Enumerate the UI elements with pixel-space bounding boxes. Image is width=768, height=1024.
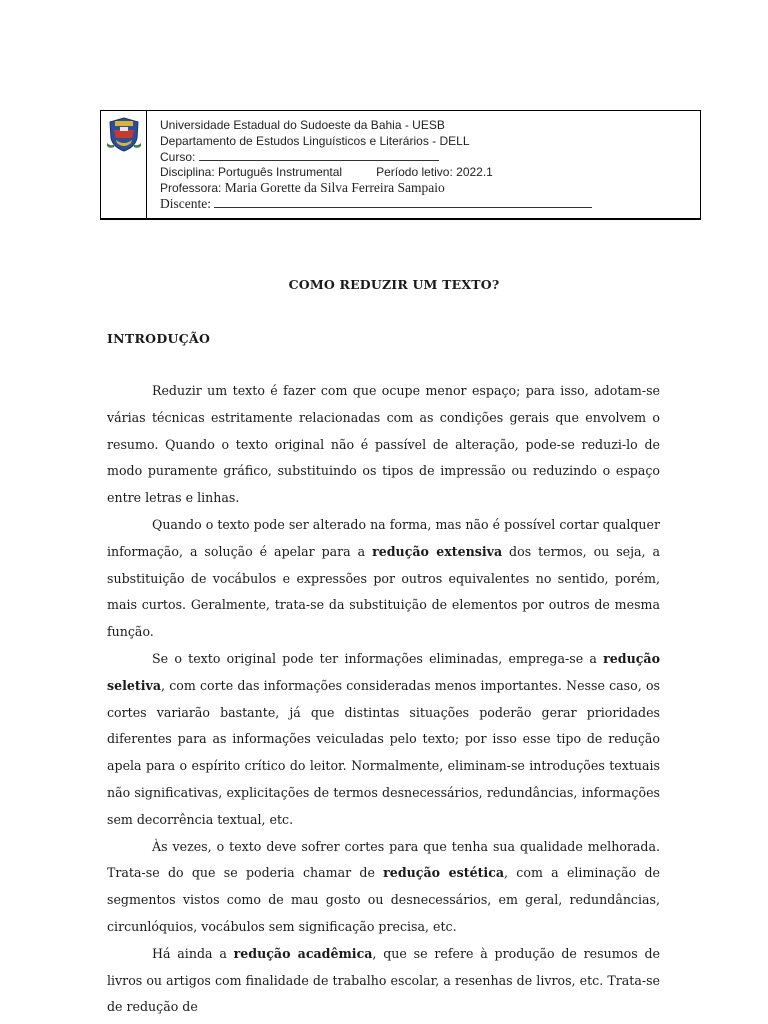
paragraph-4-text: Às vezes, o texto deve sofrer cortes para que tenha sua qualidade melhorada. Trata-se do que se poderia chamar de (107, 838, 660, 881)
document-title: COMO REDUZIR UM TEXTO? (288, 277, 500, 292)
paragraph-5-text-end: , que se refere à produção de resumos de livros ou artigos com finalidade de trabalho escolar, a resenhas de livros, etc. Trata-se de redução de (107, 945, 661, 1015)
disciplina-text: Disciplina: Português Instrumental (160, 164, 343, 179)
term-reducao-academica: redução acadêmica (233, 945, 373, 961)
paragraph-3-text: Se o texto original pode ter informações eliminadas, emprega-se a (152, 650, 604, 666)
professora-label: Professora: (160, 181, 222, 195)
term-reducao-estetica: redução estética (383, 865, 505, 881)
paragraph-2-text: Quando o texto pode ser alterado na forma, mas não é possível cortar qualquer informação, a solução é apelar para a (107, 516, 660, 559)
paragraph-2 (107, 512, 660, 646)
paragraph-3 (107, 646, 660, 834)
header-info (147, 111, 700, 218)
curso-label: Curso: (160, 150, 196, 164)
header-box (100, 110, 701, 220)
professora-row (160, 180, 700, 196)
paragraph-3-text-end: , com corte das informações consideradas menos importantes. Nesse caso, os cortes variarão bastante, já que distintas situações poderão gerar prioridades diferentes para as informações veiculadas pelo texto; por isso esse tipo de redução apela para o espírito crítico do leitor. Normalmente, eliminam-se introduções textuais não significativas, explicitações de termos desnecessários, redundâncias, informações sem decorrência textual, etc. (107, 677, 660, 827)
curso-field[interactable] (199, 149, 439, 161)
university-name: Universidade Estadual do Sudoeste da Bahia - UESB (160, 118, 445, 132)
disciplina-row (160, 165, 700, 181)
term-reducao-seletiva: redução seletiva (107, 650, 660, 693)
paragraph-5 (107, 941, 660, 1021)
paragraph-4-text-end: , com a eliminação de segmentos vistos como de mau gosto ou desnecessários, em geral, redundâncias, circunlóquios, vocábulos sem significação precisa, etc. (107, 865, 660, 934)
discente-row (160, 196, 700, 212)
discente-label: Discente: (160, 195, 211, 211)
university-crest-icon (107, 116, 141, 152)
paragraph-4 (107, 834, 660, 941)
logo-cell (101, 111, 147, 218)
paragraph-5-text: Há ainda a (152, 945, 234, 961)
term-reducao-extensiva: redução extensiva (372, 543, 503, 559)
professora-name: Maria Gorette da Silva Ferreira Sampaio (224, 180, 445, 195)
paragraph-1: Reduzir um texto é fazer com que ocupe menor espaço; para isso, adotam-se várias técnicas estritamente relacionadas com as condições gerais que envolvem o resumo. Quando o texto original não é passível de alteração, pode-se reduzi-lo de modo puramente gráfico, substituindo os tipos de impressão ou reduzindo o espaço entre letras e linhas. (107, 383, 660, 506)
body-text (107, 378, 660, 1021)
paragraph-2-text-end: dos termos, ou seja, a substituição de vocábulos e expressões por outros equivalentes no sentido, porém, mais curtos. Geralmente, trata-se da substituição de elementos por outros de mesma função. (107, 543, 660, 640)
curso-row (160, 149, 700, 165)
discente-field[interactable] (214, 196, 592, 208)
periodo-text: Período letivo: 2022.1 (376, 164, 493, 179)
section-heading: INTRODUÇÃO (107, 331, 211, 346)
department-name: Departamento de Estudos Linguísticos e Literários - DELL (160, 133, 470, 148)
